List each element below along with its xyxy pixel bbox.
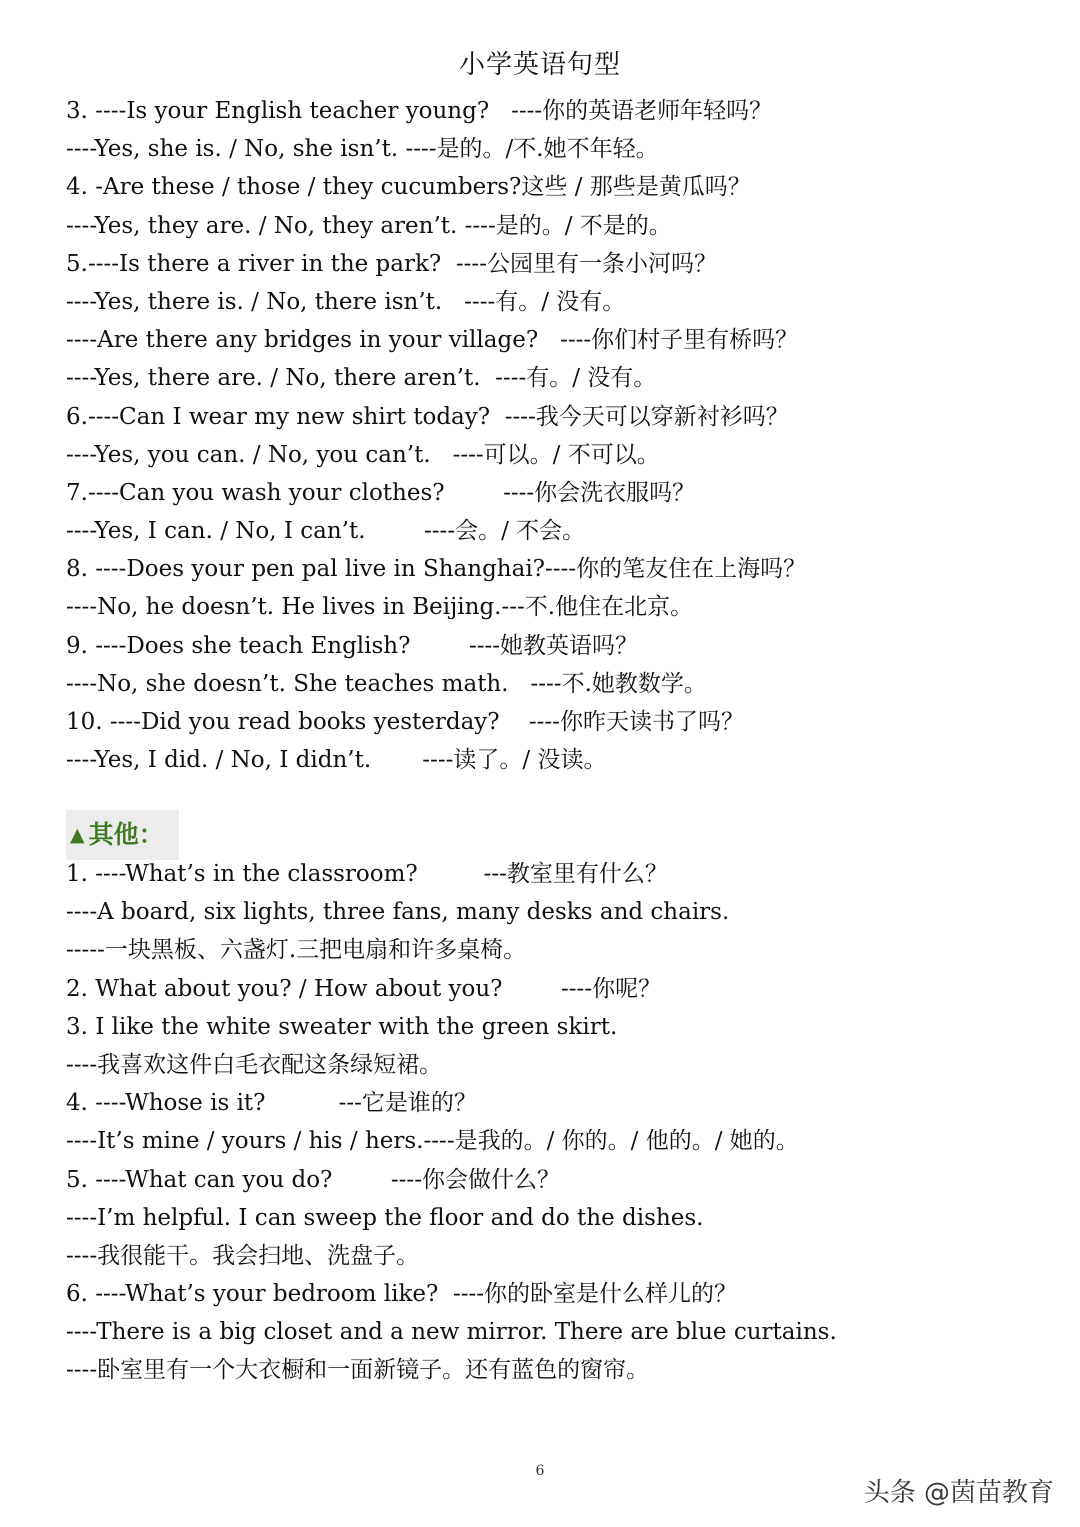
qa-line: 3. ----Is your English teacher young? ----你的英语老师年轻吗？ — [66, 98, 773, 124]
other-line: ----A board, six lights, three fans, many desks and chairs. — [66, 899, 730, 926]
watermark: 头条 @茵苗教育 — [863, 1478, 1054, 1508]
section-header-label: 其他： — [88, 820, 164, 849]
other-line: 1. ----What’s in the classroom? ---教室里有什么？ — [66, 861, 668, 887]
qa-line: ----No, he doesn’t. He lives in Beijing.---不.他住在北京。 — [66, 594, 694, 621]
qa-line: ----Yes, they are. / No, they aren’t. ----是的。/ 不是的。 — [66, 212, 672, 239]
other-line: ----There is a big closet and a new mirror. There are blue curtains. — [66, 1319, 837, 1346]
triangle-icon: ▲ — [70, 824, 85, 846]
other-line: 6. ----What’s your bedroom like? ----你的卧室是什么样儿的？ — [66, 1281, 738, 1308]
qa-line: ----Yes, there is. / No, there isn’t. ----有。/ 没有。 — [66, 288, 626, 315]
qa-line: ----Yes, there are. / No, there aren’t. ----有。/ 没有。 — [66, 365, 657, 392]
qa-line: 9. ----Does she teach English? ----她教英语吗？ — [66, 632, 639, 659]
other-line: ----我很能干。我会扫地、洗盘子。 — [66, 1242, 420, 1269]
page-title: 小学英语句型 — [458, 50, 621, 80]
other-line: ----我喜欢这件白毛衣配这条绿短裙。 — [66, 1051, 443, 1078]
qa-line: 6.----Can I wear my new shirt today? ----我今天可以穿新衬衫吗？ — [66, 403, 789, 430]
qa-line: ----Yes, you can. / No, you can’t. ----可以。/ 不可以。 — [66, 441, 660, 468]
other-sentence-list — [66, 855, 1046, 1390]
other-line: ----卧室里有一个大衣橱和一面新镜子。还有蓝色的窗帘。 — [66, 1357, 650, 1384]
other-line: 2. What about you? / How about you? ----你呢？ — [66, 975, 662, 1002]
other-line: ----I’m helpful. I can sweep the floor and do the dishes. — [66, 1204, 704, 1231]
qa-line: ----Are there any bridges in your village? ----你们村子里有桥吗？ — [66, 327, 799, 354]
qa-line: 4. -Are these / those / they cucumbers?这些 / 那些是黄瓜吗？ — [66, 174, 751, 201]
other-line: 4. ----Whose is it? ---它是谁的？ — [66, 1090, 477, 1117]
qa-line: ----Yes, she is. / No, she isn’t. ----是的。/不.她不年轻。 — [66, 136, 659, 163]
other-line: -----一块黑板、六盏灯.三把电扇和许多桌椅。 — [66, 937, 527, 964]
qa-sentence-list — [66, 92, 1046, 779]
qa-line: ----No, she doesn’t. She teaches math. ----不.她教数学。 — [66, 670, 707, 697]
other-line: 3. I like the white sweater with the green skirt. — [66, 1013, 618, 1040]
qa-line: 7.----Can you wash your clothes? ----你会洗衣服吗？ — [66, 479, 696, 506]
qa-line: 10. ----Did you read books yesterday? ----你昨天读书了吗？ — [66, 709, 744, 735]
qa-line: 8. ----Does your pen pal live in Shanghai?----你的笔友住在上海吗？ — [66, 556, 807, 583]
other-line: ----It’s mine / yours / his / hers.----是我的。/ 你的。/ 他的。/ 她的。 — [66, 1128, 799, 1155]
page-number: 6 — [535, 1463, 545, 1479]
other-line: 5. ----What can you do? ----你会做什么？ — [66, 1166, 560, 1193]
qa-line: 5.----Is there a river in the park? ----公园里有一条小河吗？ — [66, 250, 717, 277]
qa-line: ----Yes, I did. / No, I didn’t. ----读了。/ 没读。 — [66, 747, 607, 774]
qa-line: ----Yes, I can. / No, I can’t. ----会。/ 不会。 — [66, 518, 586, 545]
section-header-other — [66, 810, 179, 860]
